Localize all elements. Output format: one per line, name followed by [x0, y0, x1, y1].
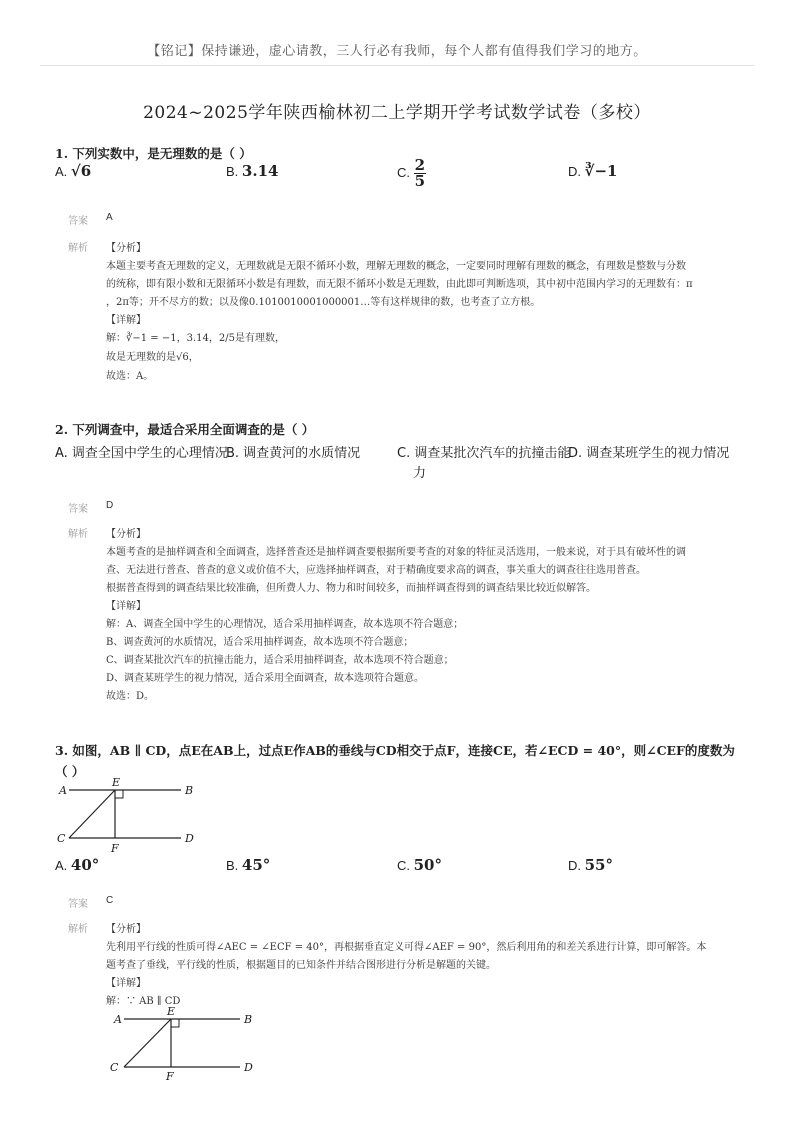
q2-analysis-line: B、调查黄河的水质情况，适合采用抽样调查，故本选项不符合题意； [106, 637, 414, 648]
q2-analysis-line: D、调查某班学生的视力情况，适合采用全面调查，故本选项符合题意。 [106, 673, 425, 684]
q3-stem-paren: （ ） [55, 764, 85, 779]
sol-label-d: D [244, 1061, 253, 1074]
q3-analysis-line: 解：∵ AB ∥ CD [106, 996, 181, 1007]
q1-analysis-line: ，2π等；开不尽方的数；以及像0.1010010001000001…等有这样规律的数，也考查了立方根。 [106, 297, 541, 308]
sol-label-e: E [167, 1005, 176, 1018]
q1-stem: 1. 下列实数中，是无理数的是（ ） [55, 146, 252, 161]
right-angle-mark [115, 790, 123, 798]
q1-analysis-line: 故选：A。 [106, 371, 154, 382]
q1-analysis-line: 的统称，即有限小数和无限循环小数是有理数，而无限不循环小数是无理数，由此即可判断选项，其中初中范围内学习的无理数有：π [106, 279, 693, 290]
q3-option-a[interactable] [55, 856, 99, 874]
q1-analysis-line: 故是无理数的是√6， [106, 352, 199, 363]
q1-option-d-value: ∛−1 [584, 162, 618, 180]
q3-option-b[interactable] [226, 856, 270, 874]
q1-answer-tag: 答案 [68, 216, 88, 227]
label-c: C [57, 832, 66, 845]
q3-option-c[interactable] [397, 856, 442, 874]
q2-option-b[interactable]: B. 调查黄河的水质情况 [226, 446, 361, 461]
q3-figure [55, 775, 215, 855]
sol-label-a: A [114, 1013, 122, 1026]
q3-option-d[interactable] [568, 856, 613, 874]
q2-analysis-line: 根据普查得到的调查结果比较准确，但所费人力、物力和时间较多，而抽样调查得到的调查结果比较近似解答。 [106, 583, 596, 594]
q2-analysis-tag: 解析 [68, 529, 88, 540]
q3-answer-tag: 答案 [68, 899, 88, 910]
q1-option-a[interactable] [55, 162, 91, 180]
header-divider [40, 65, 754, 66]
q1-analysis-line: 【详解】 [106, 315, 146, 326]
q3-analysis-line: 题考查了垂线，平行线的性质，根据题目的已知条件并结合图形进行分析是解题的关键。 [106, 960, 496, 971]
line-ce [69, 790, 115, 838]
q1-option-b-value: 3.14 [241, 162, 279, 180]
q2-option-a[interactable]: A. 调查全国中学生的心理情况 [55, 446, 228, 461]
q3-stem: 3. 如图，AB ∥ CD，点E在AB上，过点E作AB的垂线与CD相交于点F，连接CE，若∠ECD = 40°，则∠CEF的度数为 [55, 743, 735, 758]
sol-label-b: B [244, 1013, 253, 1026]
q1-option-b-letter: B. [226, 164, 239, 179]
q2-option-c[interactable]: C. 调查某批次汽车的抗撞击能 [397, 446, 571, 461]
q3-option-c-value: 50° [413, 856, 442, 874]
sol-right-angle-mark [171, 1019, 179, 1027]
q1-option-c-fraction [414, 158, 426, 189]
q2-analysis-line: 【详解】 [106, 601, 146, 612]
q1-option-a-letter: A. [55, 164, 68, 179]
q1-option-b[interactable] [226, 162, 278, 180]
q3-option-b-letter: B. [226, 858, 239, 873]
q3-analysis-line: 【详解】 [106, 978, 146, 989]
label-d: D [185, 832, 194, 845]
q1-analysis-line: 本题主要考查无理数的定义，无理数就是无限不循环小数，理解无理数的概念，一定要同时理解有理数的概念，有理数是整数与分数 [106, 261, 686, 272]
q2-analysis-line: 故选：D。 [106, 691, 155, 702]
q2-analysis-line: C、调查某批次汽车的抗撞击能力，适合采用抽样调查，故本选项不符合题意； [106, 655, 454, 666]
q2-analysis-line: 解：A、调查全国中学生的心理情况，适合采用抽样调查，故本选项不符合题意； [106, 619, 464, 630]
q3-analysis-line: 先利用平行线的性质可得∠AEC = ∠ECF = 40°，再根据垂直定义可得∠AEF = 90°，然后利用角的和差关系进行计算，即可解答。本 [106, 942, 707, 953]
q1-option-c-letter: C. [397, 164, 410, 180]
q1-option-c-denominator: 5 [414, 172, 426, 190]
q3-answer: C [106, 895, 114, 906]
sol-label-f: F [166, 1070, 174, 1083]
q1-analysis-line: 【分析】 [106, 243, 146, 254]
q1-option-a-value: √6 [70, 162, 92, 180]
label-f: F [111, 842, 119, 855]
q1-analysis-line: 解：∛−1 = −1，3.14，2/5是有理数， [106, 333, 285, 344]
q3-option-d-letter: D. [568, 858, 581, 873]
q2-analysis-line: 【分析】 [106, 529, 146, 540]
q3-analysis-line: 【分析】 [106, 924, 146, 935]
q2-option-d[interactable]: D. 调查某班学生的视力情况 [568, 446, 730, 461]
page-title: 2024~2025学年陕西榆林初二上学期开学考试数学试卷（多校） [143, 103, 651, 123]
label-e: E [112, 776, 121, 789]
q2-stem: 2. 下列调查中，最适合采用全面调查的是（ ） [55, 422, 315, 437]
label-b: B [185, 784, 194, 797]
q1-analysis-tag: 解析 [68, 243, 88, 254]
q1-option-c-numerator: 2 [414, 156, 426, 174]
q2-answer-tag: 答案 [68, 504, 88, 515]
q1-option-d-letter: D. [568, 164, 581, 179]
q3-option-a-letter: A. [55, 858, 68, 873]
q2-option-c-wrap: 力 [413, 466, 427, 481]
sol-label-c: C [110, 1061, 119, 1074]
q3-analysis-tag: 解析 [68, 924, 88, 935]
label-a: A [59, 784, 67, 797]
q1-option-d[interactable] [568, 162, 618, 180]
sol-line-ce [124, 1019, 171, 1067]
q3-option-b-value: 45° [241, 856, 271, 874]
q1-answer: A [106, 212, 113, 223]
q3-option-d-value: 55° [584, 856, 613, 874]
q3-option-a-value: 40° [70, 856, 100, 874]
q1-option-c[interactable] [397, 158, 426, 189]
q3-option-c-letter: C. [397, 858, 410, 873]
q2-analysis-line: 查、无法进行普查、普查的意义或价值不大，应选择抽样调查，对于精确度要求高的调查，事关重大的调查往往选用普查。 [106, 565, 646, 576]
q2-analysis-line: 本题考查的是抽样调查和全面调查，选择普查还是抽样调查要根据所要考查的对象的特征灵活选用，一般来说，对于具有破坏性的调 [106, 547, 686, 558]
q3-solution-figure [106, 1005, 266, 1085]
page-motto: 【铭记】保持谦逊，虚心请教，三人行必有我师，每个人都有值得我们学习的地方。 [147, 44, 647, 59]
q2-answer: D [106, 500, 114, 511]
